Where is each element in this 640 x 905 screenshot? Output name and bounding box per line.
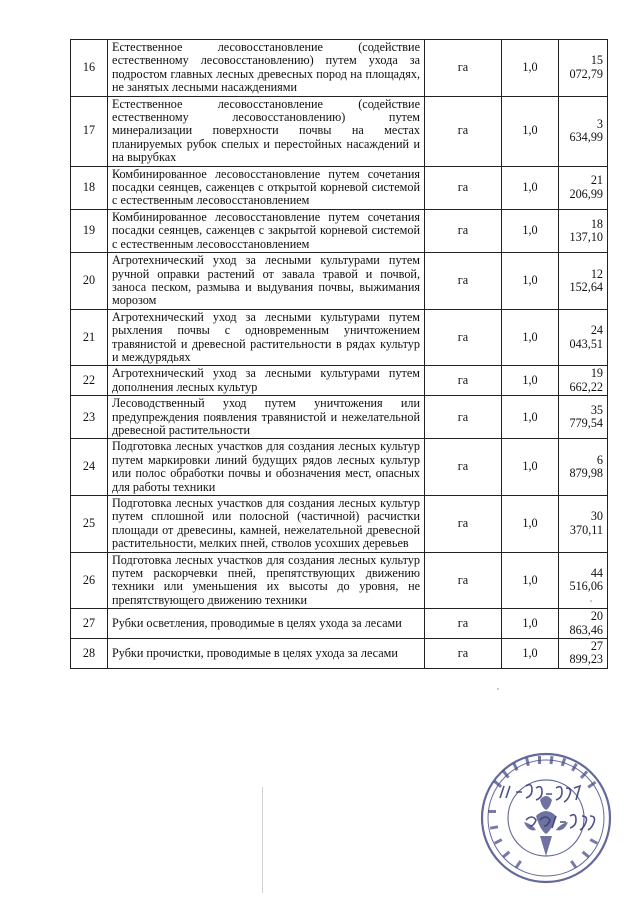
unit-cell: га xyxy=(425,40,502,97)
row-number: 28 xyxy=(71,639,108,669)
unit-cell: га xyxy=(425,552,502,609)
price-cell: 18 137,10 xyxy=(559,209,608,252)
price-cell: 3 634,99 xyxy=(559,96,608,166)
unit-cell: га xyxy=(425,366,502,396)
row-number: 26 xyxy=(71,552,108,609)
row-number: 20 xyxy=(71,253,108,310)
work-description: Комбинированное лесовосстановление путем сочетания посадки сеянцев, саженцев с открытой корневой системой с естественным лесовосстановлением xyxy=(108,166,425,209)
row-number: 16 xyxy=(71,40,108,97)
quantity-cell: 1,0 xyxy=(502,609,559,639)
row-number: 18 xyxy=(71,166,108,209)
row-number: 19 xyxy=(71,209,108,252)
price-cell: 27 899,23 xyxy=(559,639,608,669)
table-row xyxy=(71,253,608,310)
unit-cell: га xyxy=(425,209,502,252)
quantity-cell: 1,0 xyxy=(502,166,559,209)
price-cell: 35 779,54 xyxy=(559,396,608,439)
price-cell: 44 516,06 xyxy=(559,552,608,609)
work-description: Комбинированное лесовосстановление путем сочетания посадки сеянцев, саженцев с закрытой корневой системой с естественным лесовосстановлением xyxy=(108,209,425,252)
row-number: 21 xyxy=(71,309,108,366)
price-cell: 20 863,46 xyxy=(559,609,608,639)
table-row xyxy=(71,40,608,97)
quantity-cell: 1,0 xyxy=(502,366,559,396)
price-cell: 21 206,99 xyxy=(559,166,608,209)
table-row xyxy=(71,309,608,366)
scan-speck xyxy=(590,600,592,602)
table-row xyxy=(71,552,608,609)
work-description: Естественное лесовосстановление (содействие естественному лесовосстановлению) путем минерализации поверхности почвы на местах планируемых рубок спелых и перестойных насаждений и на вырубках xyxy=(108,96,425,166)
price-cell: 24 043,51 xyxy=(559,309,608,366)
unit-cell: га xyxy=(425,439,502,496)
work-description: Подготовка лесных участков для создания лесных культур путем сплошной или полосной (частичной) расчистки площади от древесины, камней, нежелательной древесной растительности, мелких пней, стволов усохших деревьев xyxy=(108,496,425,553)
quantity-cell: 1,0 xyxy=(502,639,559,669)
unit-cell: га xyxy=(425,496,502,553)
quantity-cell: 1,0 xyxy=(502,552,559,609)
table-row xyxy=(71,439,608,496)
row-number: 25 xyxy=(71,496,108,553)
work-description: Естественное лесовосстановление (содействие естественному лесовосстановлению) путем ухода за подростом главных лесных древесных пород на площадях, не занятых лесными насаждениями xyxy=(108,40,425,97)
quantity-cell: 1,0 xyxy=(502,209,559,252)
work-description: Рубки осветления, проводимые в целях ухода за лесами xyxy=(108,609,425,639)
work-description: Рубки прочистки, проводимые в целях ухода за лесами xyxy=(108,639,425,669)
table-row xyxy=(71,96,608,166)
price-cell: 12 152,64 xyxy=(559,253,608,310)
table-row xyxy=(71,166,608,209)
row-number: 23 xyxy=(71,396,108,439)
scan-speck xyxy=(497,688,499,690)
row-number: 17 xyxy=(71,96,108,166)
work-description: Агротехнический уход за лесными культурами путем рыхления почвы с одновременным уничтожением травянистой и древесной растительности в рядах культур и междурядьях xyxy=(108,309,425,366)
work-description: Агротехнический уход за лесными культурами путем дополнения лесных культур xyxy=(108,366,425,396)
work-description: Лесоводственный уход путем уничтожения или предупреждения появления травянистой и нежелательной древесной растительности xyxy=(108,396,425,439)
unit-cell: га xyxy=(425,166,502,209)
unit-cell: га xyxy=(425,96,502,166)
table-row xyxy=(71,609,608,639)
table-row xyxy=(71,209,608,252)
table-row xyxy=(71,366,608,396)
quantity-cell: 1,0 xyxy=(502,40,559,97)
price-cell: 30 370,11 xyxy=(559,496,608,553)
row-number: 24 xyxy=(71,439,108,496)
scan-shadow-line xyxy=(262,787,263,893)
unit-cell: га xyxy=(425,639,502,669)
work-description: Подготовка лесных участков для создания лесных культур путем маркировки линий будущих рядов лесных культур или полос обработки почвы и обозначения мест, опасных для работы техники xyxy=(108,439,425,496)
unit-cell: га xyxy=(425,253,502,310)
unit-cell: га xyxy=(425,309,502,366)
price-cell: 6 879,98 xyxy=(559,439,608,496)
quantity-cell: 1,0 xyxy=(502,496,559,553)
work-description: Подготовка лесных участков для создания лесных культур путем раскорчевки пней, препятствующих движению техники или уменьшения их высоты до уровня, не препятствующего движению техники xyxy=(108,552,425,609)
quantity-cell: 1,0 xyxy=(502,309,559,366)
rates-table xyxy=(70,39,608,669)
quantity-cell: 1,0 xyxy=(502,396,559,439)
row-number: 27 xyxy=(71,609,108,639)
price-cell: 19 662,22 xyxy=(559,366,608,396)
official-stamp xyxy=(470,740,622,892)
rates-table-body xyxy=(71,40,608,669)
quantity-cell: 1,0 xyxy=(502,253,559,310)
unit-cell: га xyxy=(425,609,502,639)
quantity-cell: 1,0 xyxy=(502,96,559,166)
quantity-cell: 1,0 xyxy=(502,439,559,496)
stamp-seal-icon xyxy=(470,740,622,892)
table-row xyxy=(71,396,608,439)
row-number: 22 xyxy=(71,366,108,396)
work-description: Агротехнический уход за лесными культурами путем ручной оправки растений от завала травой и почвой, заноса песком, размыва и выдувания почвы, выжимания морозом xyxy=(108,253,425,310)
price-cell: 15 072,79 xyxy=(559,40,608,97)
table-row xyxy=(71,496,608,553)
table-row xyxy=(71,639,608,669)
unit-cell: га xyxy=(425,396,502,439)
